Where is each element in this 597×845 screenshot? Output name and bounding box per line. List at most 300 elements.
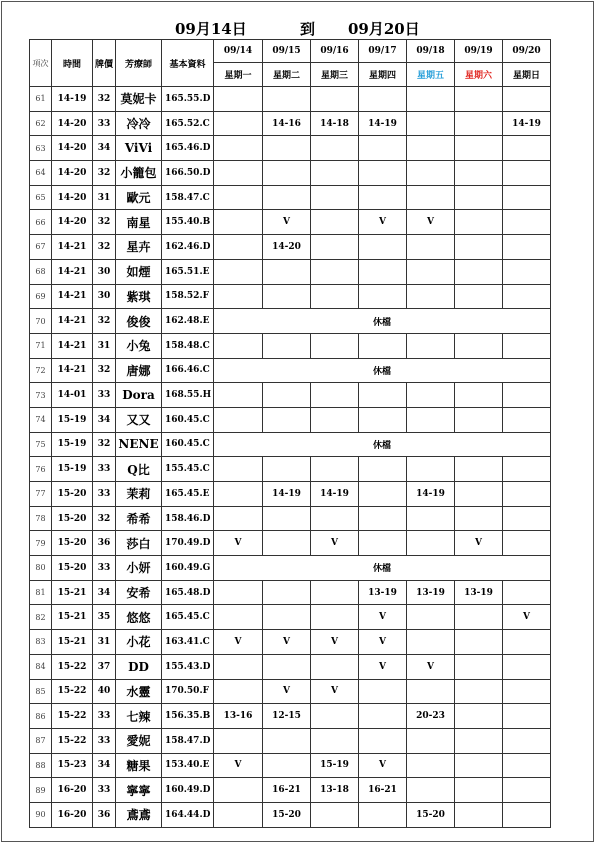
day-cell: 14-19 xyxy=(311,482,359,507)
schedule-table xyxy=(29,39,551,828)
day-cell xyxy=(359,679,407,704)
header-price: 牌價 xyxy=(93,40,116,87)
day-cell: V xyxy=(263,679,311,704)
day-cell xyxy=(311,728,359,753)
day-cell: 13-19 xyxy=(407,580,455,605)
row-price: 32 xyxy=(93,309,116,334)
row-time: 14-01 xyxy=(52,383,93,408)
day-cell xyxy=(214,333,263,358)
header-weekday: 星期五 xyxy=(407,63,455,87)
day-cell xyxy=(263,531,311,556)
row-info: 153.40.E xyxy=(162,753,214,778)
row-name: 鳶鳶 xyxy=(116,802,162,827)
day-cell xyxy=(503,630,551,655)
table-row xyxy=(30,136,551,161)
day-cell xyxy=(359,259,407,284)
day-cell xyxy=(311,580,359,605)
row-name: 冷冷 xyxy=(116,111,162,136)
day-cell xyxy=(455,728,503,753)
day-cell xyxy=(455,87,503,112)
table-row xyxy=(30,259,551,284)
day-cell xyxy=(407,531,455,556)
day-cell xyxy=(263,753,311,778)
row-time: 15-21 xyxy=(52,605,93,630)
day-cell xyxy=(455,111,503,136)
header-date: 09/16 xyxy=(311,40,359,63)
day-cell xyxy=(455,284,503,309)
row-time: 14-21 xyxy=(52,333,93,358)
day-cell xyxy=(503,728,551,753)
row-info: 160.45.C xyxy=(162,407,214,432)
day-cell: 15-20 xyxy=(407,802,455,827)
title-to-word: 到 xyxy=(300,20,316,38)
day-cell xyxy=(311,654,359,679)
day-cell: V xyxy=(311,531,359,556)
row-price: 31 xyxy=(93,630,116,655)
row-time: 15-19 xyxy=(52,407,93,432)
day-cell xyxy=(311,185,359,210)
row-info: 170.50.F xyxy=(162,679,214,704)
day-cell: 13-19 xyxy=(455,580,503,605)
header-weekday: 星期二 xyxy=(263,63,311,87)
day-cell xyxy=(359,383,407,408)
day-cell xyxy=(455,161,503,186)
day-cell xyxy=(407,728,455,753)
day-cell xyxy=(455,185,503,210)
day-cell xyxy=(455,778,503,803)
row-time: 15-21 xyxy=(52,580,93,605)
title-from-date: 09月14日 xyxy=(175,20,247,38)
row-info: 155.40.B xyxy=(162,210,214,235)
table-row xyxy=(30,383,551,408)
day-cell: 14-16 xyxy=(263,111,311,136)
day-cell xyxy=(455,753,503,778)
day-cell xyxy=(214,161,263,186)
day-cell xyxy=(263,407,311,432)
day-cell: 13-19 xyxy=(359,580,407,605)
day-cell: 15-19 xyxy=(311,753,359,778)
day-cell xyxy=(263,136,311,161)
table-row xyxy=(30,482,551,507)
row-index: 81 xyxy=(30,580,52,605)
day-cell: V xyxy=(359,654,407,679)
day-cell xyxy=(214,580,263,605)
day-cell xyxy=(263,506,311,531)
header-weekday: 星期日 xyxy=(503,63,551,87)
day-cell: 16-21 xyxy=(263,778,311,803)
day-cell xyxy=(503,679,551,704)
day-cell xyxy=(503,161,551,186)
row-index: 67 xyxy=(30,235,52,260)
row-name: 俊俊 xyxy=(116,309,162,334)
table-row xyxy=(30,556,551,581)
row-info: 165.52.C xyxy=(162,111,214,136)
header-date: 09/20 xyxy=(503,40,551,63)
row-price: 30 xyxy=(93,284,116,309)
day-cell xyxy=(263,605,311,630)
day-cell xyxy=(455,654,503,679)
day-cell xyxy=(503,580,551,605)
day-cell xyxy=(407,87,455,112)
day-cell xyxy=(311,506,359,531)
row-info: 162.48.E xyxy=(162,309,214,334)
table-row xyxy=(30,679,551,704)
row-price: 30 xyxy=(93,259,116,284)
day-cell: 13-16 xyxy=(214,704,263,729)
day-cell xyxy=(263,185,311,210)
day-cell xyxy=(214,284,263,309)
day-cell xyxy=(503,704,551,729)
rest-cell: 休檔 xyxy=(214,309,551,334)
table-row xyxy=(30,531,551,556)
row-time: 14-21 xyxy=(52,259,93,284)
row-time: 15-22 xyxy=(52,679,93,704)
row-index: 80 xyxy=(30,556,52,581)
day-cell xyxy=(214,185,263,210)
day-cell xyxy=(503,383,551,408)
table-row xyxy=(30,432,551,457)
table-row xyxy=(30,358,551,383)
day-cell xyxy=(263,333,311,358)
day-cell xyxy=(311,704,359,729)
row-time: 15-20 xyxy=(52,531,93,556)
row-price: 33 xyxy=(93,457,116,482)
title-to-date: 09月20日 xyxy=(348,20,420,38)
row-index: 77 xyxy=(30,482,52,507)
day-cell xyxy=(311,333,359,358)
day-cell: V xyxy=(214,753,263,778)
row-price: 32 xyxy=(93,161,116,186)
table-row xyxy=(30,210,551,235)
row-price: 33 xyxy=(93,704,116,729)
header-date: 09/15 xyxy=(263,40,311,63)
row-info: 165.48.D xyxy=(162,580,214,605)
day-cell xyxy=(359,333,407,358)
table-row xyxy=(30,728,551,753)
day-cell xyxy=(407,111,455,136)
row-index: 74 xyxy=(30,407,52,432)
day-cell: 13-18 xyxy=(311,778,359,803)
row-price: 34 xyxy=(93,136,116,161)
day-cell xyxy=(407,679,455,704)
row-name: DD xyxy=(116,654,162,679)
header-weekday: 星期三 xyxy=(311,63,359,87)
row-time: 15-21 xyxy=(52,630,93,655)
row-name: 又又 xyxy=(116,407,162,432)
day-cell xyxy=(503,457,551,482)
table-row xyxy=(30,284,551,309)
table-row xyxy=(30,778,551,803)
day-cell xyxy=(214,457,263,482)
day-cell xyxy=(407,778,455,803)
row-name: 小兔 xyxy=(116,333,162,358)
table-row xyxy=(30,753,551,778)
row-time: 14-21 xyxy=(52,358,93,383)
day-cell xyxy=(214,482,263,507)
row-name: 茉莉 xyxy=(116,482,162,507)
row-name: 希希 xyxy=(116,506,162,531)
day-cell xyxy=(503,531,551,556)
day-cell xyxy=(455,704,503,729)
row-info: 158.46.D xyxy=(162,506,214,531)
day-cell: V xyxy=(359,753,407,778)
day-cell: V xyxy=(214,630,263,655)
day-cell: 20-23 xyxy=(407,704,455,729)
day-cell xyxy=(359,136,407,161)
row-price: 33 xyxy=(93,482,116,507)
day-cell xyxy=(214,210,263,235)
day-cell xyxy=(359,728,407,753)
row-info: 158.47.C xyxy=(162,185,214,210)
row-price: 33 xyxy=(93,383,116,408)
day-cell: 14-18 xyxy=(311,111,359,136)
row-time: 16-20 xyxy=(52,802,93,827)
day-cell: 14-20 xyxy=(263,235,311,260)
day-cell xyxy=(455,506,503,531)
table-row xyxy=(30,654,551,679)
row-info: 160.49.G xyxy=(162,556,214,581)
day-cell xyxy=(407,161,455,186)
day-cell xyxy=(214,407,263,432)
day-cell xyxy=(359,457,407,482)
day-cell: 15-20 xyxy=(263,802,311,827)
day-cell xyxy=(263,161,311,186)
row-name: 如煙 xyxy=(116,259,162,284)
day-cell xyxy=(503,506,551,531)
day-cell xyxy=(214,383,263,408)
day-cell xyxy=(214,235,263,260)
day-cell xyxy=(503,284,551,309)
row-info: 160.49.D xyxy=(162,778,214,803)
day-cell xyxy=(455,407,503,432)
row-price: 31 xyxy=(93,185,116,210)
header-date: 09/14 xyxy=(214,40,263,63)
schedule-title xyxy=(0,14,597,42)
row-index: 72 xyxy=(30,358,52,383)
day-cell xyxy=(263,284,311,309)
day-cell xyxy=(311,161,359,186)
row-name: 歐元 xyxy=(116,185,162,210)
row-name: 愛妮 xyxy=(116,728,162,753)
day-cell xyxy=(311,457,359,482)
row-index: 86 xyxy=(30,704,52,729)
row-price: 34 xyxy=(93,580,116,605)
row-index: 79 xyxy=(30,531,52,556)
day-cell xyxy=(359,185,407,210)
row-index: 62 xyxy=(30,111,52,136)
table-row xyxy=(30,802,551,827)
table-row xyxy=(30,407,551,432)
row-info: 158.47.D xyxy=(162,728,214,753)
header-date: 09/19 xyxy=(455,40,503,63)
day-cell xyxy=(455,802,503,827)
header-date: 09/18 xyxy=(407,40,455,63)
header-info: 基本資料 xyxy=(162,40,214,87)
table-row xyxy=(30,704,551,729)
row-index: 85 xyxy=(30,679,52,704)
day-cell xyxy=(455,482,503,507)
row-time: 14-20 xyxy=(52,111,93,136)
day-cell xyxy=(455,457,503,482)
row-time: 15-22 xyxy=(52,654,93,679)
day-cell: V xyxy=(455,531,503,556)
day-cell: V xyxy=(263,630,311,655)
day-cell xyxy=(359,531,407,556)
day-cell xyxy=(503,753,551,778)
row-price: 32 xyxy=(93,210,116,235)
table-row xyxy=(30,506,551,531)
day-cell xyxy=(407,753,455,778)
header-date: 09/17 xyxy=(359,40,407,63)
day-cell: 16-21 xyxy=(359,778,407,803)
day-cell xyxy=(455,679,503,704)
row-index: 83 xyxy=(30,630,52,655)
day-cell xyxy=(311,383,359,408)
row-time: 14-20 xyxy=(52,185,93,210)
day-cell xyxy=(407,506,455,531)
row-index: 65 xyxy=(30,185,52,210)
day-cell xyxy=(214,605,263,630)
row-name: 安希 xyxy=(116,580,162,605)
table-row xyxy=(30,333,551,358)
rest-cell: 休檔 xyxy=(214,358,551,383)
row-index: 89 xyxy=(30,778,52,803)
day-cell xyxy=(263,580,311,605)
day-cell xyxy=(407,605,455,630)
day-cell xyxy=(407,136,455,161)
table-row xyxy=(30,185,551,210)
day-cell xyxy=(359,802,407,827)
row-index: 69 xyxy=(30,284,52,309)
row-info: 165.46.D xyxy=(162,136,214,161)
day-cell xyxy=(359,704,407,729)
day-cell xyxy=(359,407,407,432)
row-info: 166.50.D xyxy=(162,161,214,186)
day-cell xyxy=(503,654,551,679)
row-name: ViVi xyxy=(116,136,162,161)
day-cell xyxy=(455,136,503,161)
header-name: 芳療師 xyxy=(116,40,162,87)
table-row xyxy=(30,111,551,136)
row-name: 唐娜 xyxy=(116,358,162,383)
row-info: 158.48.C xyxy=(162,333,214,358)
row-index: 61 xyxy=(30,87,52,112)
day-cell xyxy=(503,136,551,161)
row-index: 75 xyxy=(30,432,52,457)
row-time: 15-20 xyxy=(52,556,93,581)
row-name: 小籠包 xyxy=(116,161,162,186)
row-name: 紫琪 xyxy=(116,284,162,309)
day-cell xyxy=(455,210,503,235)
row-price: 37 xyxy=(93,654,116,679)
row-name: 悠悠 xyxy=(116,605,162,630)
day-cell: V xyxy=(214,531,263,556)
day-cell xyxy=(311,605,359,630)
row-price: 36 xyxy=(93,531,116,556)
row-time: 14-21 xyxy=(52,309,93,334)
row-info: 168.55.H xyxy=(162,383,214,408)
header-time: 時間 xyxy=(52,40,93,87)
day-cell xyxy=(455,235,503,260)
day-cell xyxy=(311,87,359,112)
table-row xyxy=(30,457,551,482)
day-cell xyxy=(311,259,359,284)
row-time: 14-21 xyxy=(52,235,93,260)
header-weekday: 星期六 xyxy=(455,63,503,87)
row-index: 88 xyxy=(30,753,52,778)
table-row xyxy=(30,87,551,112)
row-index: 68 xyxy=(30,259,52,284)
day-cell xyxy=(503,235,551,260)
day-cell xyxy=(214,506,263,531)
row-time: 15-23 xyxy=(52,753,93,778)
day-cell xyxy=(503,210,551,235)
table-row xyxy=(30,630,551,655)
day-cell xyxy=(503,778,551,803)
row-time: 15-22 xyxy=(52,728,93,753)
row-info: 160.45.C xyxy=(162,432,214,457)
row-time: 14-20 xyxy=(52,210,93,235)
day-cell: 14-19 xyxy=(407,482,455,507)
row-name: 莎白 xyxy=(116,531,162,556)
row-time: 14-20 xyxy=(52,161,93,186)
day-cell xyxy=(407,333,455,358)
row-info: 158.52.F xyxy=(162,284,214,309)
day-cell xyxy=(503,802,551,827)
header-weekday: 星期四 xyxy=(359,63,407,87)
row-name: 小花 xyxy=(116,630,162,655)
day-cell xyxy=(407,259,455,284)
rest-cell: 休檔 xyxy=(214,432,551,457)
day-cell xyxy=(359,161,407,186)
row-name: 糖果 xyxy=(116,753,162,778)
day-cell xyxy=(407,284,455,309)
row-index: 84 xyxy=(30,654,52,679)
day-cell xyxy=(359,87,407,112)
row-name: 七辣 xyxy=(116,704,162,729)
day-cell xyxy=(214,802,263,827)
row-price: 34 xyxy=(93,407,116,432)
day-cell xyxy=(407,235,455,260)
day-cell: V xyxy=(263,210,311,235)
row-price: 35 xyxy=(93,605,116,630)
row-index: 78 xyxy=(30,506,52,531)
day-cell xyxy=(263,87,311,112)
row-name: NENE xyxy=(116,432,162,457)
row-info: 165.51.E xyxy=(162,259,214,284)
row-info: 156.35.B xyxy=(162,704,214,729)
row-price: 31 xyxy=(93,333,116,358)
table-row xyxy=(30,605,551,630)
row-info: 166.46.C xyxy=(162,358,214,383)
day-cell xyxy=(455,605,503,630)
row-index: 63 xyxy=(30,136,52,161)
row-price: 40 xyxy=(93,679,116,704)
day-cell xyxy=(455,333,503,358)
day-cell xyxy=(311,802,359,827)
row-name: 小妍 xyxy=(116,556,162,581)
day-cell xyxy=(263,728,311,753)
day-cell: 12-15 xyxy=(263,704,311,729)
day-cell xyxy=(503,407,551,432)
row-info: 165.55.D xyxy=(162,87,214,112)
table-row xyxy=(30,235,551,260)
row-price: 33 xyxy=(93,778,116,803)
row-index: 87 xyxy=(30,728,52,753)
row-time: 15-19 xyxy=(52,432,93,457)
row-index: 70 xyxy=(30,309,52,334)
rest-cell: 休檔 xyxy=(214,556,551,581)
